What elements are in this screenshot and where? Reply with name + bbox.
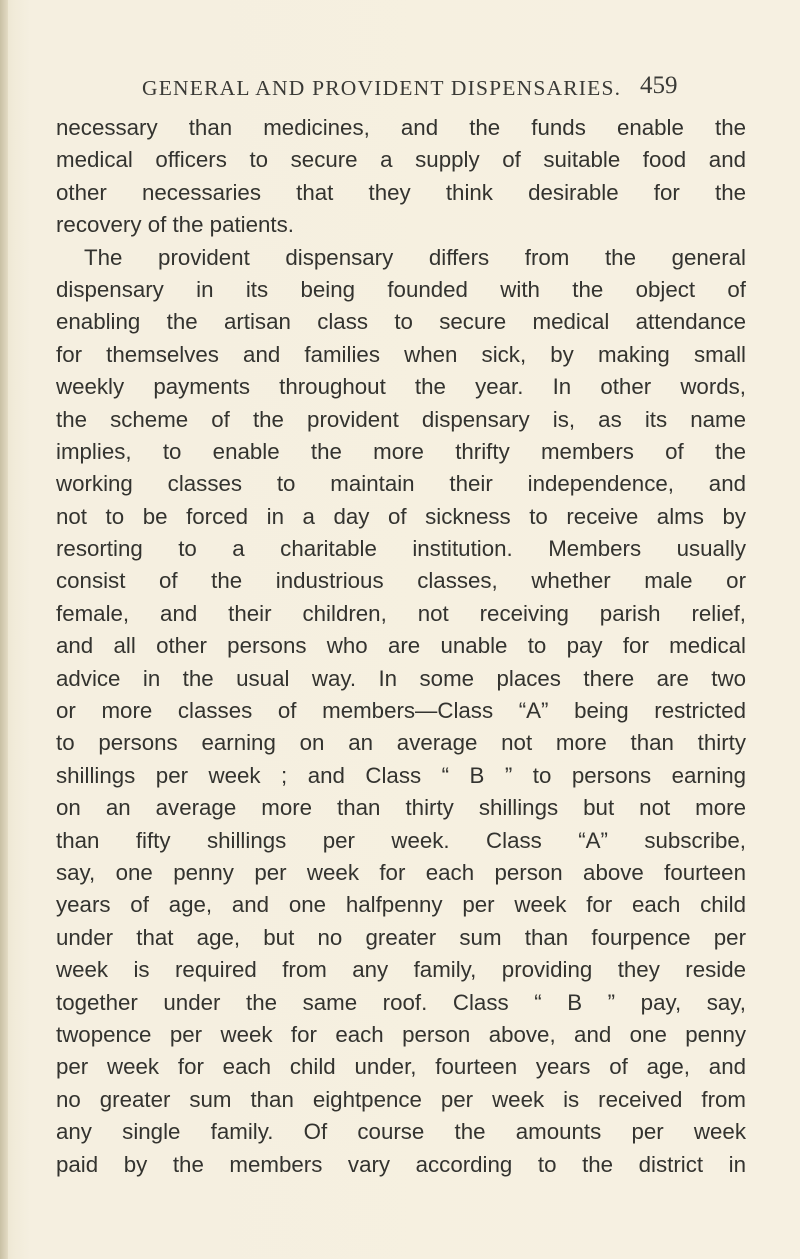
text-line: dispensary in its being founded with the object of bbox=[56, 276, 746, 302]
text-line: medical officers to secure a supply of suitable food and bbox=[56, 147, 746, 173]
text-line: on an average more than thirty shillings but not more bbox=[56, 795, 746, 821]
text-line: say, one penny per week for each person above fourteen bbox=[56, 859, 746, 885]
text-line: resorting to a charitable institution. Members usually bbox=[56, 536, 746, 562]
text-line: paid by the members vary according to the district in bbox=[56, 1151, 746, 1177]
text-line: than fifty shillings per week. Class “A” subscribe, bbox=[56, 827, 746, 853]
text-line: years of age, and one halfpenny per week for each child bbox=[56, 892, 746, 918]
text-line: no greater sum than eightpence per week is received from bbox=[56, 1086, 746, 1112]
text-line: working classes to maintain their independence, and bbox=[56, 471, 746, 497]
text-line: necessary than medicines, and the funds enable the bbox=[56, 115, 746, 140]
text-line: for themselves and families when sick, by making small bbox=[56, 341, 746, 367]
text-line: together under the same roof. Class “ B ” pay, say, bbox=[56, 989, 746, 1015]
text-line: consist of the industrious classes, whether male or bbox=[56, 568, 746, 594]
text-line: advice in the usual way. In some places there are two bbox=[56, 665, 746, 691]
text-line: female, and their children, not receiving parish relief, bbox=[56, 600, 746, 626]
binding-gutter-shadow bbox=[0, 0, 8, 1259]
text-line: to persons earning on an average not more than thirty bbox=[56, 730, 746, 756]
text-line: other necessaries that they think desirable for the bbox=[56, 179, 746, 205]
text-line: twopence per week for each person above, and one penny bbox=[56, 1021, 746, 1047]
running-head-title: GENERAL AND PROVIDENT DISPENSARIES. bbox=[142, 76, 622, 100]
text-line: not to be forced in a day of sickness to receive alms by bbox=[56, 503, 746, 529]
text-line: per week for each child under, fourteen years of age, and bbox=[56, 1054, 746, 1080]
text-line: week is required from any family, providing they reside bbox=[56, 957, 746, 983]
text-line: and all other persons who are unable to pay for medical bbox=[56, 633, 746, 659]
text-line: any single family. Of course the amounts per week bbox=[56, 1119, 746, 1145]
text-line: enabling the artisan class to secure medical attendance bbox=[56, 309, 746, 335]
text-line: The provident dispensary differs from the general bbox=[84, 244, 746, 270]
page-number: 459 bbox=[640, 72, 678, 99]
text-line: or more classes of members—Class “A” being restricted bbox=[56, 698, 746, 724]
text-line: under that age, but no greater sum than fourpence per bbox=[56, 924, 746, 950]
text-line: implies, to enable the more thrifty members of the bbox=[56, 438, 746, 464]
text-line: the scheme of the provident dispensary is, as its name bbox=[56, 406, 746, 432]
text-line: recovery of the patients. bbox=[56, 212, 294, 238]
text-line: weekly payments throughout the year. In other words, bbox=[56, 374, 746, 400]
text-line: shillings per week ; and Class “ B ” to persons earning bbox=[56, 762, 746, 788]
body-text bbox=[56, 112, 746, 1181]
